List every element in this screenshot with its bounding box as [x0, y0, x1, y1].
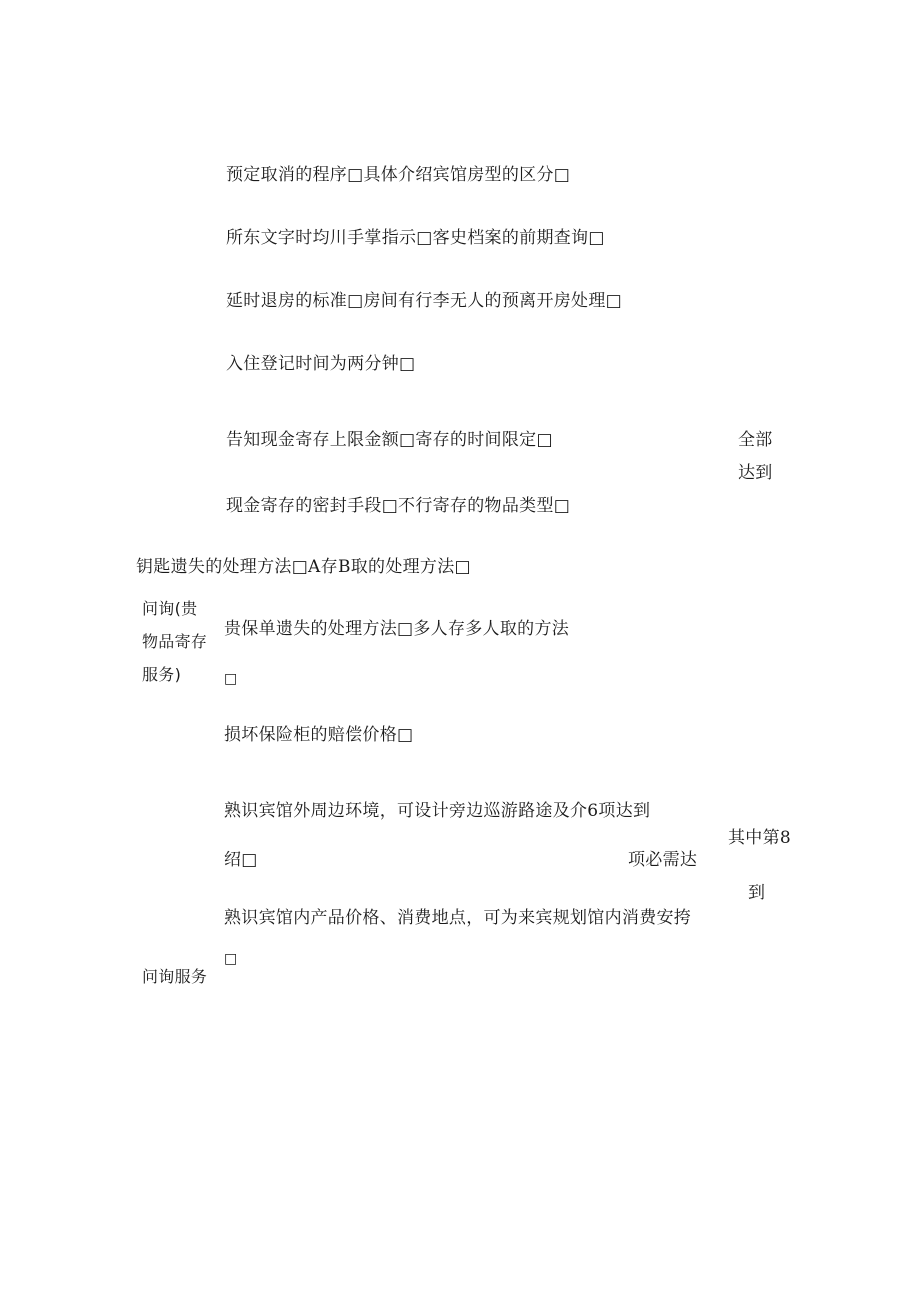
- requirement-note: 达到: [738, 463, 773, 483]
- category-label: 物品寄存: [142, 632, 208, 651]
- item-line: 损坏保险柜的赔偿价格□: [224, 725, 414, 745]
- item-line: 延时退房的标准□房间有行李无人的预离开房处理□: [226, 291, 623, 311]
- item-line: 熟识宾馆外周边环境，可设计旁边巡游路途及介6项达到: [224, 801, 651, 821]
- requirement-note: 全部: [738, 430, 773, 450]
- requirement-note: 其中第8: [728, 828, 792, 848]
- item-line: □: [224, 951, 238, 967]
- requirement-note: 项必需达: [628, 850, 698, 870]
- item-line: 绍□: [224, 850, 258, 870]
- category-label: 服务): [142, 665, 182, 684]
- item-line: 告知现金寄存上限金额□寄存的时间限定□: [226, 430, 553, 450]
- item-line: 预定取消的程序□具体介绍宾馆房型的区分□: [226, 165, 571, 185]
- item-line: 熟识宾馆内产品价格、消费地点，可为来宾规划馆内消费安挎: [224, 908, 692, 928]
- item-line: 贵保单遗失的处理方法□多人存多人取的方法: [224, 619, 570, 639]
- item-line: 所东文字时均川手掌指示□客史档案的前期查询□: [226, 228, 605, 248]
- category-label: 问询(贵: [142, 599, 198, 618]
- item-line: 钥匙遗失的处理方法□A存B取的处理方法□: [136, 557, 471, 577]
- item-line: □: [224, 671, 238, 687]
- category-label: 问询服务: [142, 967, 208, 986]
- requirement-note: 到: [748, 883, 766, 903]
- item-line: 现金寄存的密封手段□不行寄存的物品类型□: [226, 496, 571, 516]
- item-line: 入住登记时间为两分钟□: [226, 354, 416, 374]
